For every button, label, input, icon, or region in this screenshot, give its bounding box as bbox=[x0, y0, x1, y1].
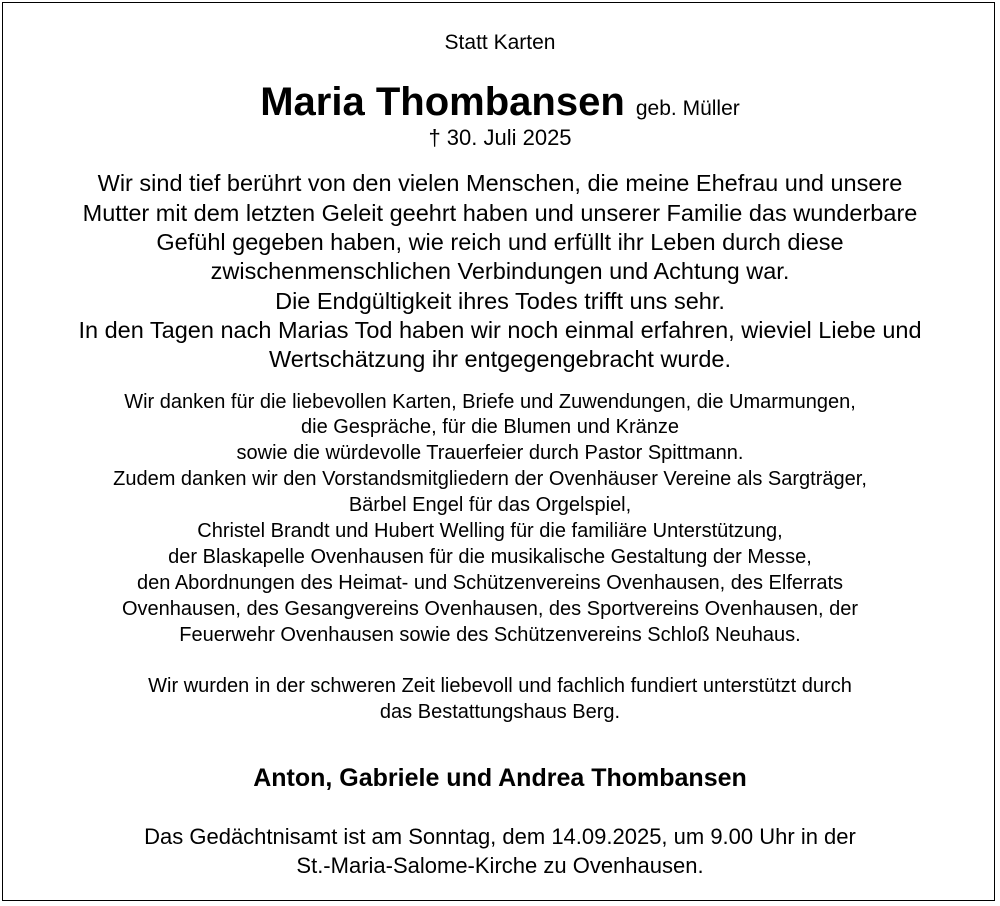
paragraph-1-line: Wir sind tief berührt von den vielen Menschen, die meine Ehefrau und unsere bbox=[97, 170, 903, 196]
paragraph-1-line: In den Tagen nach Marias Tod haben wir noch einmal erfahren, wieviel Liebe und bbox=[78, 317, 922, 343]
memorial-service-line: St.-Maria-Salome-Kirche zu Ovenhausen. bbox=[296, 853, 704, 878]
paragraph-2-line: Wir danken für die liebevollen Karten, Briefe und Zuwendungen, die Umarmungen, bbox=[124, 391, 856, 413]
paragraph-1-line: Die Endgültigkeit ihres Todes trifft uns sehr. bbox=[275, 288, 725, 314]
paragraph-3-line: Wir wurden in der schweren Zeit liebevoll und fachlich fundiert unterstützt durch bbox=[148, 675, 852, 697]
death-date: † 30. Juli 2025 bbox=[428, 125, 572, 150]
paragraph-1-line: zwischenmenschlichen Verbindungen und Achtung war. bbox=[210, 258, 790, 284]
notice-header: Statt Karten bbox=[444, 31, 556, 54]
family-signature: Anton, Gabriele und Andrea Thombansen bbox=[253, 764, 747, 792]
paragraph-2-line: Zudem danken wir den Vorstandsmitgliedern der Ovenhäuser Vereine als Sargträger, bbox=[113, 468, 867, 490]
paragraph-2-line: Christel Brandt und Hubert Welling für die familiäre Unterstützung, bbox=[197, 520, 783, 542]
paragraph-1-line: Gefühl gegeben haben, wie reich und erfüllt ihr Leben durch diese bbox=[156, 229, 844, 255]
birth-name: geb. Müller bbox=[635, 97, 740, 120]
paragraph-2-line: Bärbel Engel für das Orgelspiel, bbox=[348, 494, 632, 516]
paragraph-2-line: die Gespräche, für die Blumen und Kränze bbox=[301, 416, 679, 438]
paragraph-2-line: Feuerwehr Ovenhausen sowie des Schützenvereins Schloß Neuhaus. bbox=[179, 624, 801, 646]
paragraph-2-line: den Abordnungen des Heimat- und Schützenvereins Ovenhausen, des Elferrats bbox=[137, 572, 843, 594]
paragraph-2-line: der Blaskapelle Ovenhausen für die musikalische Gestaltung der Messe, bbox=[168, 546, 812, 568]
paragraph-2-line: sowie die würdevolle Trauerfeier durch Pastor Spittmann. bbox=[236, 442, 744, 464]
paragraph-2-line: Ovenhausen, des Gesangvereins Ovenhausen, des Sportvereins Ovenhausen, der bbox=[121, 598, 858, 620]
paragraph-1-line: Mutter mit dem letzten Geleit geehrt haben und unserer Familie das wunderbare bbox=[82, 200, 918, 226]
deceased-name-line bbox=[0, 80, 1000, 125]
memorial-service-line: Das Gedächtnisamt ist am Sonntag, dem 14.09.2025, um 9.00 Uhr in der bbox=[144, 824, 856, 849]
paragraph-1-line: Wertschätzung ihr entgegengebracht wurde. bbox=[268, 346, 731, 372]
paragraph-3-line: das Bestattungshaus Berg. bbox=[379, 701, 621, 723]
deceased-name: Maria Thombansen bbox=[260, 80, 625, 124]
